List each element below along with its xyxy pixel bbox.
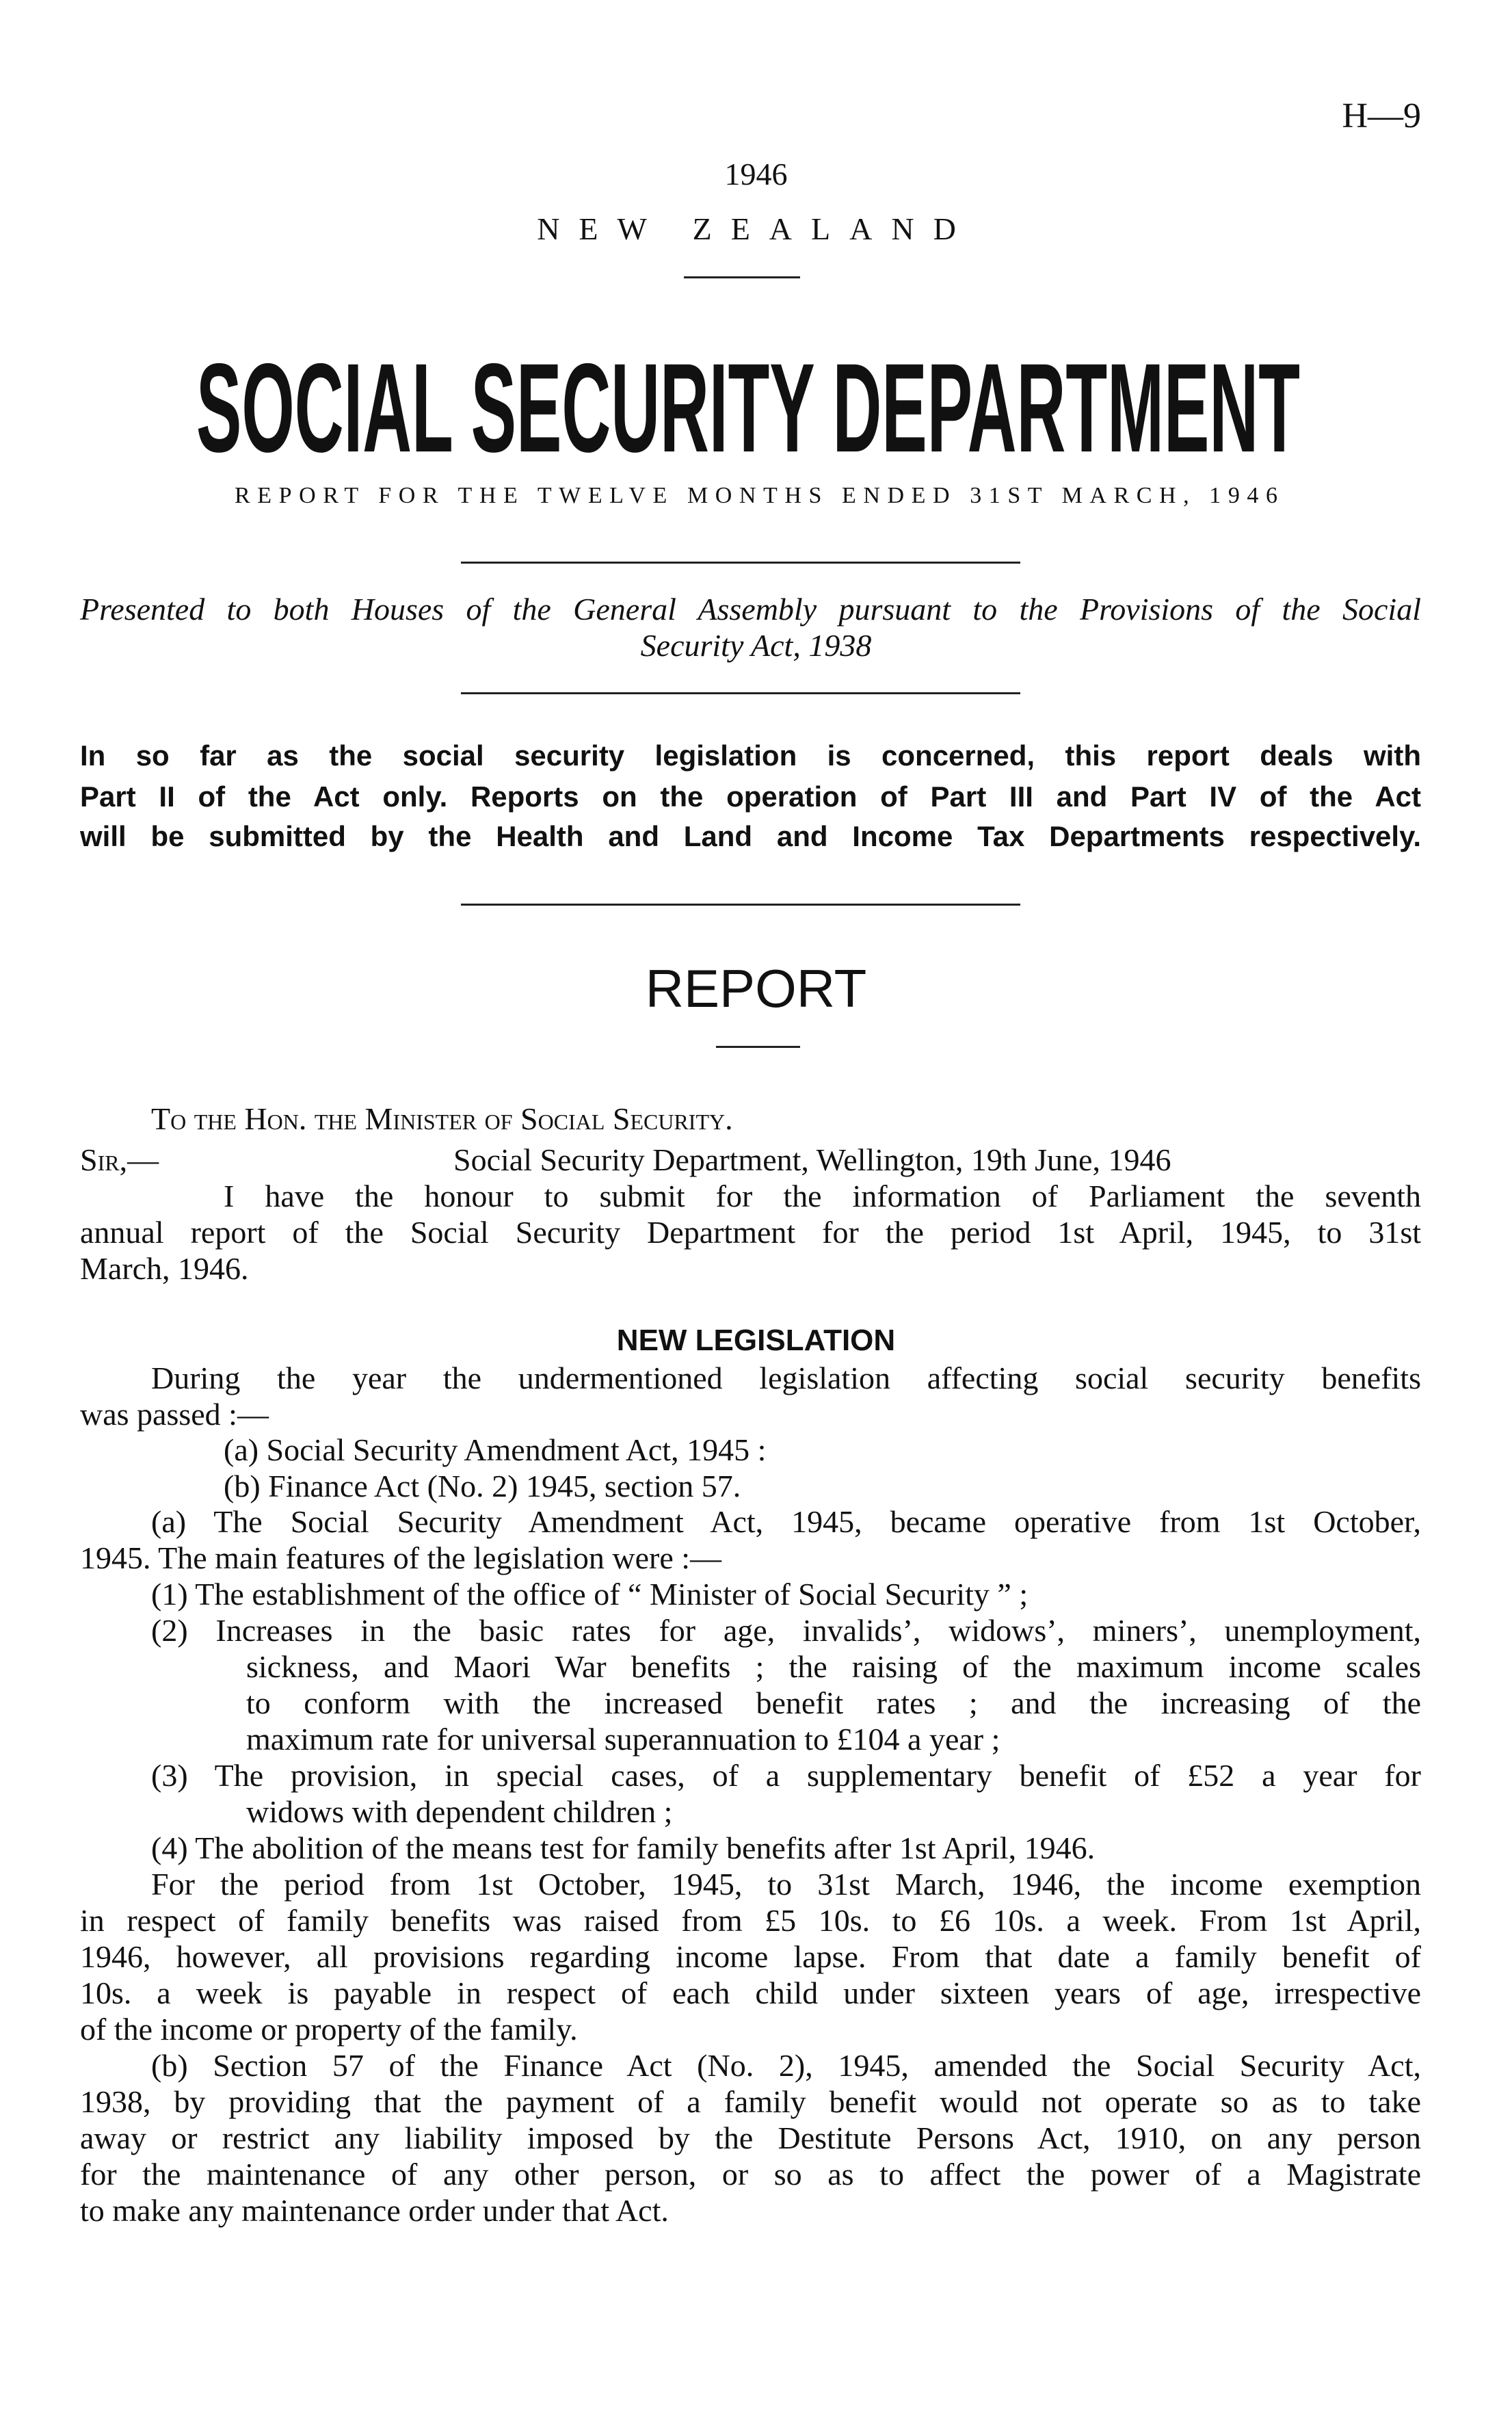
body-line: (a) The Social Security Amendment Act, 1945, became operative from 1st October, [151, 1504, 1421, 1539]
divider [461, 692, 1020, 694]
divider [716, 1046, 800, 1048]
section-heading: NEW LEGISLATION [616, 1324, 896, 1357]
page-number: H—9 [1342, 96, 1421, 135]
notice-line: Part II of the Act only. Reports on the operation of Part III and Part IV of the Act [80, 780, 1421, 813]
sender-line: Social Security Department, Wellington, 19th June, 1946 [453, 1142, 1171, 1177]
document-title-svg [0, 356, 1512, 465]
report-year: 1946 [724, 157, 788, 192]
divider [684, 276, 800, 278]
subtitle-svg [0, 472, 1512, 513]
body-line: to make any maintenance order under that Act. [80, 2193, 669, 2228]
list-item: (2) Increases in the basic rates for age, invalids’, widows’, miners’, unemployment, [151, 1613, 1421, 1648]
body-line: March, 1946. [80, 1251, 249, 1286]
divider [461, 904, 1020, 906]
body-line: 10s. a week is payable in respect of each child under sixteen years of age, irrespective [80, 1975, 1421, 2010]
body-line: For the period from 1st October, 1945, to 31st March, 1946, the income exemption [151, 1867, 1421, 1902]
list-item: (3) The provision, in special cases, of a supplementary benefit of £52 a year for [151, 1758, 1421, 1793]
divider [461, 562, 1020, 564]
notice-line: will be submitted by the Health and Land and Income Tax Departments respectively. [80, 820, 1421, 852]
list-item-continuation: maximum rate for universal superannuation to £104 a year ; [246, 1722, 1000, 1757]
report-heading: REPORT [645, 958, 867, 1019]
country: NEW ZEALAND [537, 211, 975, 246]
list-item: (4) The abolition of the means test for family benefits after 1st April, 1946. [151, 1830, 1096, 1865]
presented-line: Presented to both Houses of the General Assembly pursuant to the Provisions of the Social [80, 592, 1421, 627]
notice-line: In so far as the social security legislation is concerned, this report deals with [80, 739, 1421, 772]
body-line: 1946, however, all provisions regarding income lapse. From that date a family benefit of [80, 1939, 1421, 1974]
body-line: (b) Section 57 of the Finance Act (No. 2), 1945, amended the Social Security Act, [151, 2048, 1421, 2083]
body-line: away or restrict any liability imposed by the Destitute Persons Act, 1910, on any person [80, 2120, 1421, 2155]
body-line: During the year the undermentioned legislation affecting social security benefits [151, 1361, 1421, 1395]
body-line: 1938, by providing that the payment of a family benefit would not operate so as to take [80, 2084, 1421, 2119]
body-line: for the maintenance of any other person, or so as to affect the power of a Magistrate [80, 2157, 1421, 2192]
body-line: I have the honour to submit for the information of Parliament the seventh [224, 1179, 1421, 1213]
body-line: in respect of family benefits was raised from £5 10s. to £6 10s. a week. From 1st April, [80, 1903, 1421, 1938]
body-line: of the income or property of the family. [80, 2012, 578, 2047]
salutation: Sir,— [80, 1142, 159, 1177]
list-item-continuation: to conform with the increased benefit rates ; and the increasing of the [246, 1685, 1421, 1720]
presented-line: Security Act, 1938 [640, 628, 872, 663]
list-item-continuation: widows with dependent children ; [246, 1794, 673, 1829]
document-title: SOCIAL SECURITY DEPARTMENT [196, 356, 1300, 465]
body-line: 1945. The main features of the legislation were :— [80, 1540, 722, 1575]
addressee: To the Hon. the Minister of Social Security. [151, 1101, 733, 1136]
document-subtitle: REPORT FOR THE TWELVE MONTHS ENDED 31ST MARCH, 1946 [235, 483, 1277, 508]
list-item: (b) Finance Act (No. 2) 1945, section 57. [224, 1469, 741, 1503]
body-line: annual report of the Social Security Department for the period 1st April, 1945, to 31st [80, 1215, 1421, 1250]
list-item: (a) Social Security Amendment Act, 1945 : [224, 1432, 767, 1467]
body-line: was passed :— [80, 1397, 269, 1432]
list-item-continuation: sickness, and Maori War benefits ; the raising of the maximum income scales [246, 1649, 1421, 1684]
list-item: (1) The establishment of the office of “ Minister of Social Security ” ; [151, 1577, 1029, 1612]
